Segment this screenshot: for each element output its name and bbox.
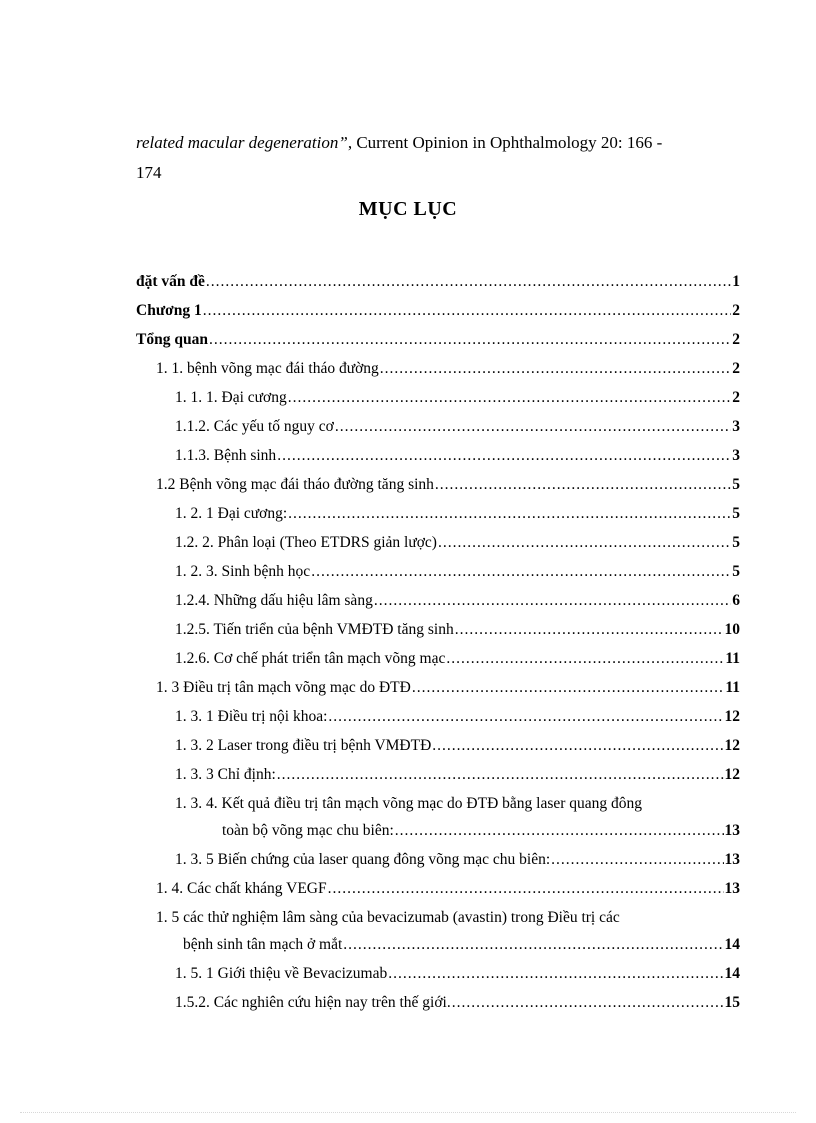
toc-entry-text: toàn bộ võng mạc chu biên:: [222, 822, 394, 839]
toc-entry[interactable]: [156, 355, 740, 383]
toc-leader: [328, 703, 723, 731]
toc-entry-page: 3: [732, 418, 740, 435]
toc-entry-text: Tổng quan: [136, 331, 208, 348]
toc-entry-text: 1. 2. 1 Đại cương:: [175, 505, 288, 522]
toc-leader: [380, 355, 731, 383]
toc-leader: [277, 442, 731, 470]
toc-entry-text: 1.2.4. Những dấu hiệu lâm sàng: [175, 592, 373, 609]
toc-entry-page: 11: [725, 650, 740, 667]
toc-leader: [551, 846, 723, 874]
toc-leader: [412, 674, 725, 702]
toc-entry-text: 1.2. 2. Phân loại (Theo ETDRS giản lược): [175, 534, 437, 551]
toc-entry[interactable]: [175, 442, 740, 470]
toc-entry-line-2[interactable]: [183, 931, 740, 959]
toc-entry-text: Chương 1: [136, 302, 202, 319]
toc-leader: [435, 471, 731, 499]
toc-entry-text: 1.1.3. Bệnh sinh: [175, 447, 277, 464]
toc-entry-page: 15: [724, 994, 740, 1011]
page-bottom-divider: [20, 1112, 796, 1113]
toc-entry-line-1[interactable]: [156, 904, 740, 932]
toc-entry-page: 10: [724, 621, 740, 638]
toc-leader: [288, 500, 731, 528]
toc-entry-page: 5: [732, 563, 740, 580]
toc-entry-text: đặt vấn đề: [136, 273, 205, 290]
toc-entry[interactable]: [175, 587, 740, 615]
toc-entry-text: 1. 4. Các chất kháng VEGF: [156, 880, 327, 897]
toc-entry-page: 2: [732, 302, 740, 319]
toc-entry[interactable]: [175, 761, 740, 789]
toc-entry[interactable]: [136, 326, 740, 354]
toc-entry[interactable]: [175, 529, 740, 557]
reference-line-1-text: [136, 128, 662, 158]
toc-entry-page: 5: [732, 534, 740, 551]
toc-entry-page: 5: [732, 505, 740, 522]
toc-leader: [206, 268, 731, 296]
toc-leader: [343, 931, 723, 959]
toc-entry-page: 14: [724, 965, 740, 982]
toc-entry[interactable]: [175, 616, 740, 644]
reference-journal: , Current Opinion in Ophthalmology 20: 166 -: [347, 133, 663, 152]
toc-entry-page: 13: [724, 880, 740, 897]
toc-title: MỤC LỤC: [358, 198, 458, 220]
toc-entry-text: 1. 3 Điều trị tân mạch võng mạc do ĐTĐ: [156, 679, 411, 696]
reference-italic-title: related macular degeneration”: [136, 133, 348, 152]
toc-entry-page: 12: [724, 766, 740, 783]
toc-entry[interactable]: [175, 645, 740, 673]
toc-entry[interactable]: [156, 674, 740, 702]
toc-entry-page: 6: [732, 592, 740, 609]
toc-leader: [452, 989, 724, 1017]
toc-entry-text: 1. 3. 5 Biến chứng của laser quang đông võng mạc chu biên:: [175, 851, 551, 868]
toc-entry[interactable]: [175, 846, 740, 874]
toc-entry-text: 1.2.6. Cơ chế phát triển tân mạch võng mạc: [175, 650, 446, 667]
toc-entry[interactable]: [175, 960, 740, 988]
toc-entry[interactable]: [156, 875, 740, 903]
toc-entry-text: 1. 1. 1. Đại cương: [175, 389, 287, 406]
toc-leader: [388, 960, 723, 988]
toc-entry-page: 2: [732, 331, 740, 348]
toc-entry-page: 14: [724, 936, 740, 953]
toc-leader: [335, 413, 731, 441]
toc-entry-page: 13: [724, 822, 740, 839]
toc-leader: [446, 645, 724, 673]
toc-leader: [288, 384, 732, 412]
toc-entry-line-1[interactable]: [175, 790, 740, 818]
toc-entry-text: 1. 5 các thử nghiệm lâm sàng của bevacizumab (avastin) trong Điều trị các: [156, 909, 620, 926]
toc-leader: [374, 587, 731, 615]
toc-entry-page: 13: [724, 851, 740, 868]
toc-entry-text: 1.2.5. Tiến triển của bệnh VMĐTĐ tăng sinh: [175, 621, 454, 638]
toc-entry-text: 1. 1. bệnh võng mạc đái tháo đường: [156, 360, 379, 377]
reference-continuation: [136, 128, 741, 188]
toc-entry[interactable]: [156, 471, 740, 499]
toc-entry-text: 1. 3. 4. Kết quả điều trị tân mạch võng mạc do ĐTĐ bằng laser quang đông: [175, 795, 643, 812]
toc-entry[interactable]: [175, 703, 740, 731]
toc-leader: [438, 529, 731, 557]
toc-entry[interactable]: [136, 268, 740, 296]
toc-entry-page: 2: [732, 389, 740, 406]
toc-leader: [277, 761, 724, 789]
toc-leader: [432, 732, 723, 760]
toc-entry[interactable]: [175, 500, 740, 528]
toc-entry-text: 1.1.2. Các yếu tố nguy cơ: [175, 418, 334, 435]
toc-entry-text: 1. 2. 3. Sinh bệnh học: [175, 563, 311, 580]
toc-entry-text: 1. 3. 3 Chỉ định:: [175, 766, 276, 783]
toc-entry-text: 1.5.2. Các nghiên cứu hiện nay trên thế giới.: [175, 994, 451, 1011]
toc-entry[interactable]: [175, 989, 740, 1017]
toc-entry-page: 12: [724, 737, 740, 754]
toc-entry-text: 1.2 Bệnh võng mạc đái tháo đường tăng sinh: [156, 476, 434, 493]
toc-entry[interactable]: [175, 413, 740, 441]
toc-leader: [455, 616, 724, 644]
toc-leader: [209, 326, 731, 354]
toc-leader: [395, 817, 724, 845]
toc-entry-line-2[interactable]: [222, 817, 740, 845]
toc-entry[interactable]: [175, 558, 740, 586]
toc-entry-page: 1: [732, 273, 740, 290]
toc-entry-page: 12: [724, 708, 740, 725]
toc-entry-page: 5: [732, 476, 740, 493]
toc-entry-text: 1. 5. 1 Giới thiệu về Bevacizumab: [175, 965, 388, 982]
reference-line-1: [136, 128, 741, 158]
toc-entry-page: 2: [732, 360, 740, 377]
toc-entry[interactable]: [175, 384, 740, 412]
reference-line-2: 174: [136, 163, 162, 182]
toc-entry-page: 3: [732, 447, 740, 464]
toc-entry-page: 11: [725, 679, 740, 696]
toc-entry-text: 1. 3. 1 Điều trị nội khoa:: [175, 708, 328, 725]
toc-entry-text: 1. 3. 2 Laser trong điều trị bệnh VMĐTĐ: [175, 737, 432, 754]
toc-leader: [203, 297, 732, 325]
toc-entry[interactable]: [136, 297, 740, 325]
toc-entry[interactable]: [175, 732, 740, 760]
toc-entry-text: bệnh sinh tân mạch ở mắt: [183, 936, 343, 953]
toc-leader: [328, 875, 724, 903]
toc-leader: [311, 558, 731, 586]
